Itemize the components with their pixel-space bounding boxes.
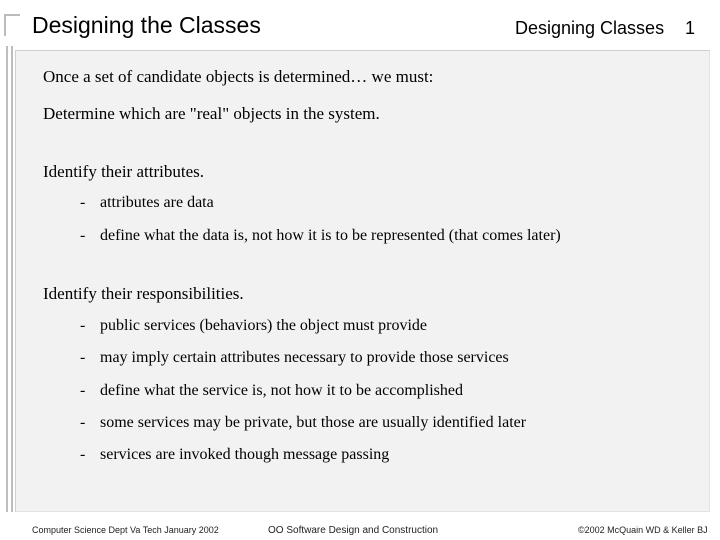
list-item bbox=[80, 446, 389, 464]
left-rail-decoration bbox=[6, 46, 13, 512]
list-item bbox=[80, 194, 214, 212]
bullet-marker: - bbox=[80, 446, 86, 463]
slide-topic: Designing Classes bbox=[515, 18, 665, 38]
bullet-marker: - bbox=[80, 349, 86, 366]
bullet-text: may imply certain attributes necessary to provide those services bbox=[100, 349, 509, 366]
bullet-text: services are invoked though message passing bbox=[100, 446, 390, 463]
list-item bbox=[80, 317, 427, 335]
bullet-text: attributes are data bbox=[100, 194, 214, 211]
point-attributes: Identify their attributes. bbox=[43, 162, 204, 181]
bullet-text: public services (behaviors) the object must provide bbox=[100, 317, 428, 334]
footer-right: ©2002 McQuain WD & Keller BJ bbox=[578, 525, 708, 535]
bullet-text: define what the service is, not how it to be accomplished bbox=[100, 382, 464, 399]
bullet-marker: - bbox=[80, 317, 86, 334]
bullet-marker: - bbox=[80, 414, 86, 431]
list-item bbox=[80, 414, 526, 432]
bullet-marker: - bbox=[80, 382, 86, 399]
list-item bbox=[80, 349, 509, 367]
footer-left: Computer Science Dept Va Tech January 2002 bbox=[32, 525, 219, 535]
slide-title: Designing the Classes bbox=[32, 12, 261, 38]
bullet-text: define what the data is, not how it is to be represented (that comes later) bbox=[100, 227, 561, 244]
bullet-marker: - bbox=[80, 194, 86, 211]
point-real-objects: Determine which are "real" objects in the system. bbox=[43, 104, 380, 123]
intro-text: Once a set of candidate objects is determined… we must: bbox=[43, 67, 434, 86]
footer-center: OO Software Design and Construction bbox=[268, 525, 439, 536]
corner-bracket bbox=[4, 14, 20, 36]
slide-number: 1 bbox=[685, 18, 696, 38]
bullet-text: some services may be private, but those are usually identified later bbox=[100, 414, 527, 431]
list-item bbox=[80, 227, 561, 245]
point-responsibilities: Identify their responsibilities. bbox=[43, 284, 244, 303]
bullet-marker: - bbox=[80, 227, 86, 244]
list-item bbox=[80, 382, 463, 400]
